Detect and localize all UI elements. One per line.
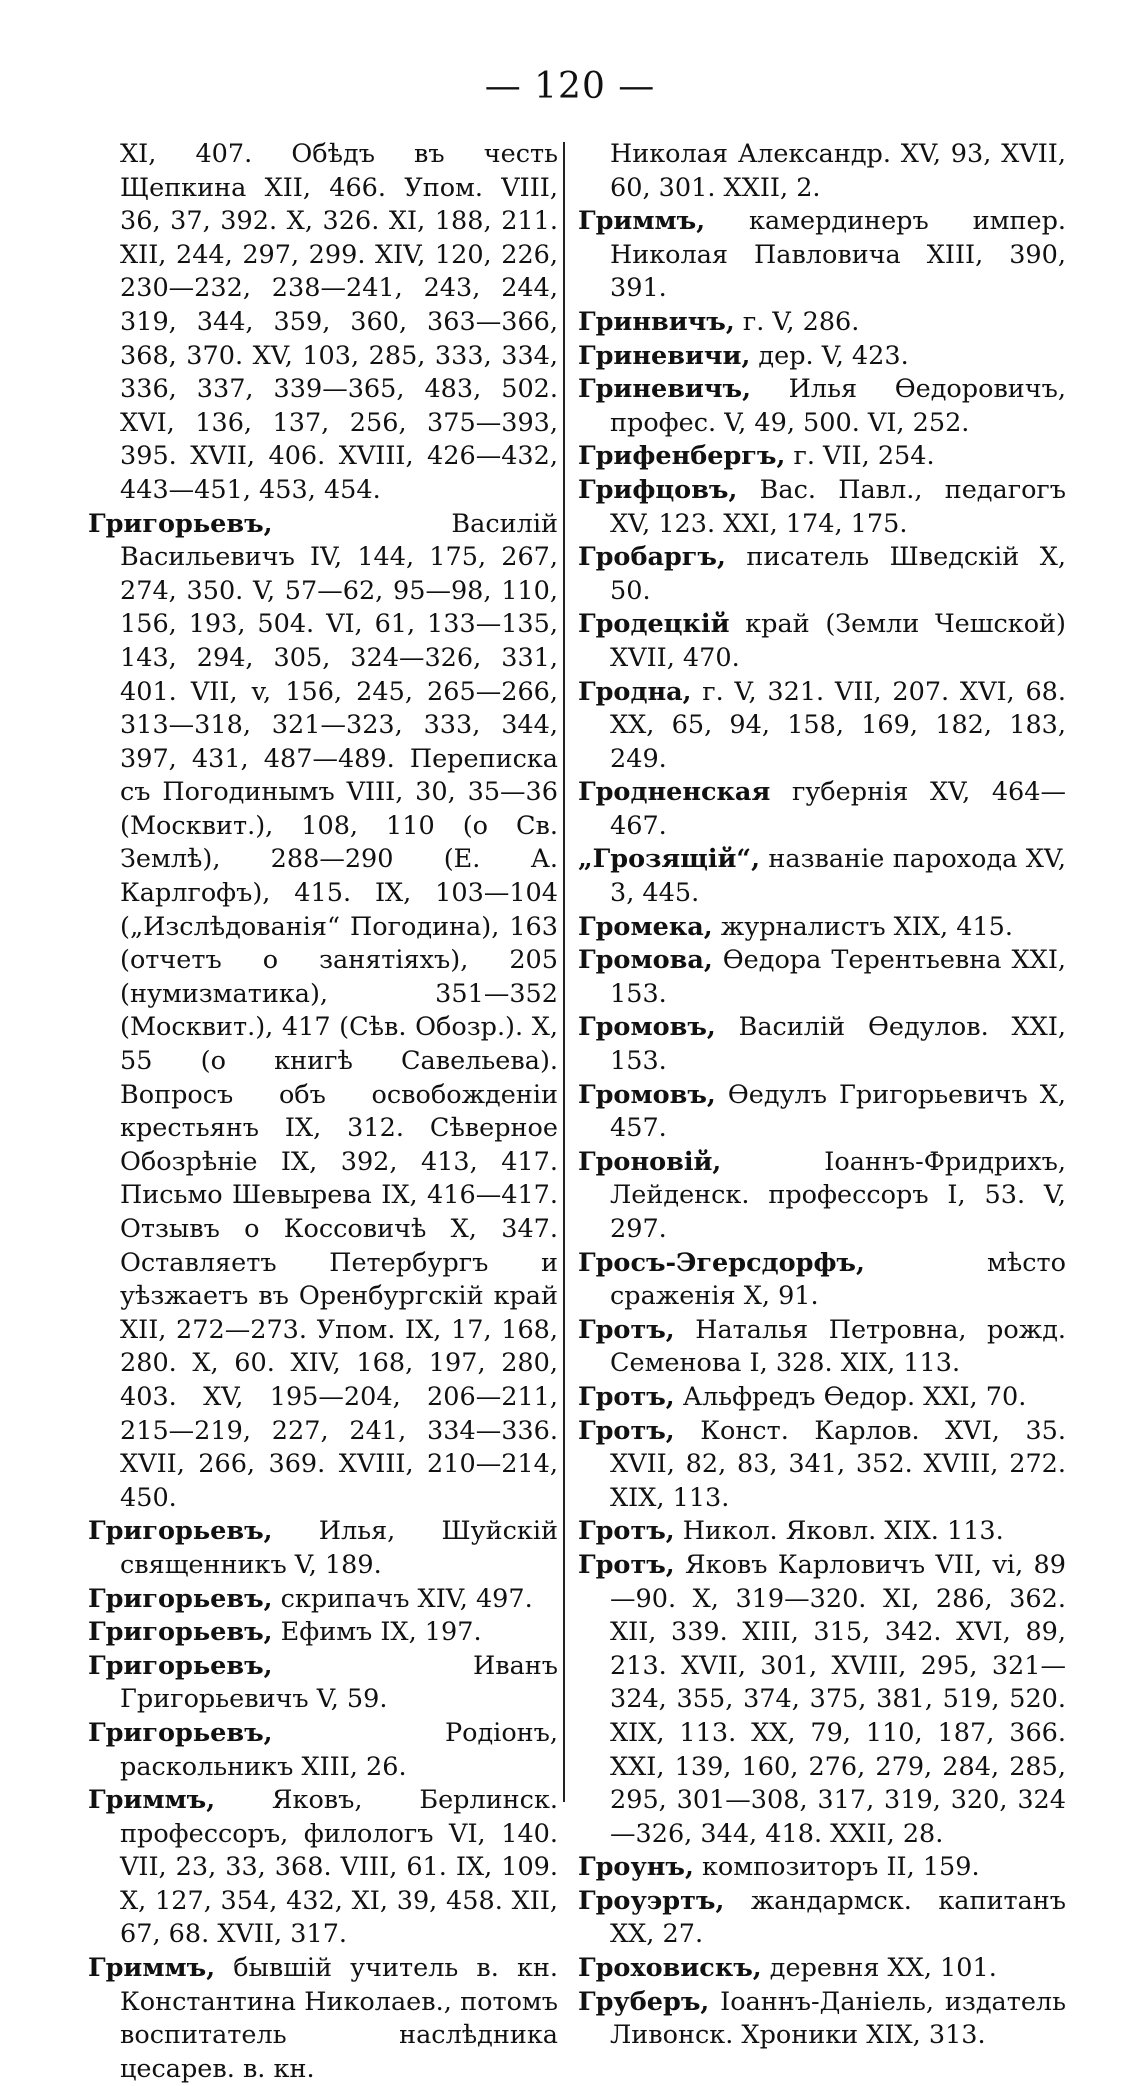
entry-head: Григорьевъ, (88, 1617, 273, 1648)
index-entry (88, 1515, 558, 1582)
entry-text: Илья, Шуйскій священникъ V, 189. (120, 1516, 558, 1580)
entry-head: Гриневичи, (578, 340, 751, 371)
index-entry (88, 138, 558, 508)
index-entry (578, 1011, 1066, 1078)
entry-head: Гроунъ, (578, 1852, 694, 1883)
entry-text: Никол. Яковл. XIX. 113. (674, 1516, 1004, 1547)
index-entry (578, 373, 1066, 440)
index-entry (578, 474, 1066, 541)
entry-text: названіе парохода XV, 3, 445. (610, 844, 1066, 909)
index-entry (578, 1247, 1066, 1314)
column-divider (563, 142, 565, 1802)
page-number: — 120 — (484, 66, 656, 107)
entry-text: Іоаннъ-Фридрихъ, Лейденск. профессоръ I, 53. V, 297. (610, 1146, 1066, 1244)
entry-head: „Грозящій“, (578, 844, 760, 875)
index-entry (88, 1717, 558, 1784)
index-entry (578, 1381, 1066, 1415)
entry-text: Ѳедулъ Григорьевичъ X, 457. (610, 1079, 1066, 1144)
index-entry (578, 138, 1066, 205)
entry-head: Григорьевъ, (88, 1516, 273, 1547)
index-entry (88, 1583, 558, 1617)
entry-text: Родіонъ, раскольникъ XIII, 26. (120, 1717, 558, 1782)
entry-head: Гроуэртъ, (578, 1885, 725, 1916)
entry-head: Гротъ, (578, 1549, 675, 1580)
entry-head: Григорьевъ, (88, 1650, 273, 1681)
entry-text: г. V, 286. (734, 306, 860, 337)
index-entry (578, 306, 1066, 340)
right-column (578, 138, 1066, 2053)
index-entry (88, 1784, 558, 1952)
index-entry (88, 1616, 558, 1650)
entry-text: край (Земли Чешской) XVII, 470. (610, 609, 1066, 673)
entry-head: Гроновій, (578, 1146, 722, 1177)
entry-head: Григорьевъ, (88, 1717, 273, 1748)
entry-text: Илья Ѳедоровичъ, профес. V, 49, 500. VI, 252. (610, 374, 1066, 438)
entry-text: скрипачъ XIV, 497. (272, 1583, 533, 1614)
index-entry (578, 1314, 1066, 1381)
entry-head: Грифенбергъ, (578, 441, 786, 472)
entry-text: Ефимъ IX, 197. (272, 1617, 482, 1648)
index-entry (578, 1146, 1066, 1247)
entry-head: Гротъ, (578, 1415, 675, 1446)
index-entry (578, 1986, 1066, 2053)
entry-text: композиторъ II, 159. (693, 1852, 980, 1883)
entry-head: Гротъ, (578, 1381, 675, 1412)
index-entry (578, 843, 1066, 910)
entry-text: г. VII, 254. (785, 441, 935, 472)
index-entry (578, 608, 1066, 675)
entry-text: мѣсто сраженія X, 91. (610, 1247, 1066, 1312)
index-entry (578, 1079, 1066, 1146)
entry-text: деревня XX, 101. (761, 1953, 997, 1984)
entry-text: г. V, 321. VII, 207. XVI, 68. XX, 65, 94, 158, 169, 182, 183, 249. (610, 676, 1066, 774)
entry-head: Гриммъ, (88, 1953, 216, 1984)
index-entry (88, 1952, 558, 2086)
index-entry (578, 1885, 1066, 1952)
entry-text: журналистъ XIX, 415. (712, 911, 1014, 942)
entry-head: Гродецкій (578, 609, 730, 640)
entry-text: Яковъ, Берлинск. профессоръ, филологъ VI, 140. VII, 23, 33, 368. VIII, 61. IX, 109. X, 127, 354, 432, XI, 39, 458. XII, 67, 68. XVII, 317. (120, 1785, 558, 1950)
index-entry (578, 944, 1066, 1011)
entry-text: камердинеръ импер. Николая Павловича XIII, 390, 391. (610, 206, 1066, 304)
entry-head: Гротъ, (578, 1314, 675, 1345)
entry-head: Гриммъ, (88, 1785, 216, 1816)
entry-text: Конст. Карлов. XVI, 35. XVII, 82, 83, 341, 352. XVIII, 272. XIX, 113. (610, 1415, 1066, 1513)
entry-text: жандармск. капитанъ XX, 27. (610, 1885, 1066, 1950)
entry-head: Григорьевъ, (88, 508, 273, 539)
entry-text: Николая Александр. XV, 93, XVII, 60, 301. XXII, 2. (610, 139, 1066, 203)
entry-text: Ѳедора Терентьевна XXI, 153. (610, 945, 1066, 1009)
entry-text: писатель Шведскій X, 50. (610, 542, 1066, 606)
index-entry (578, 676, 1066, 777)
entry-text: бывшій учитель в. кн. Константина Николаев., потомъ воспитатель наслѣдника цесарев. в. кн. (120, 1953, 558, 2084)
index-entry (578, 1415, 1066, 1516)
index-entry (578, 440, 1066, 474)
entry-head: Грифцовъ, (578, 474, 738, 505)
index-entry (578, 1549, 1066, 1851)
index-entry (578, 1851, 1066, 1885)
entry-text: Наталья Петровна, рожд. Семенова I, 328. XIX, 113. (610, 1314, 1066, 1379)
index-entry (578, 776, 1066, 843)
index-entry (578, 541, 1066, 608)
entry-head: Громека, (578, 911, 713, 942)
entry-text: Вас. Павл., педагогъ XV, 123. XXI, 174, 175. (610, 474, 1066, 539)
entry-head: Груберъ, (578, 1986, 710, 2017)
entry-head: Гринвичъ, (578, 306, 735, 337)
left-column (88, 138, 558, 2086)
entry-text: Іоаннъ-Даніель, издатель Ливонск. Хроники XIX, 313. (610, 1986, 1066, 2051)
index-entry (578, 205, 1066, 306)
index-entry (578, 1515, 1066, 1549)
entry-text: Иванъ Григорьевичъ V, 59. (120, 1650, 558, 1715)
entry-head: Григорьевъ, (88, 1583, 273, 1614)
index-entry (88, 508, 558, 1516)
entry-text: губернія XV, 464—467. (610, 777, 1066, 841)
entry-head: Громовъ, (578, 1012, 716, 1043)
entry-head: Гроховискъ, (578, 1953, 762, 1984)
entry-text: Альфредъ Ѳедор. XXI, 70. (674, 1381, 1027, 1412)
index-entry (88, 1650, 558, 1717)
index-entry (578, 911, 1066, 945)
entry-head: Громова, (578, 945, 713, 976)
index-entry (578, 1952, 1066, 1986)
entry-head: Гродна, (578, 676, 692, 707)
entry-head: Гросъ-Эгерсдорфъ, (578, 1247, 865, 1278)
entry-text: дер. V, 423. (750, 340, 909, 371)
index-entry (578, 340, 1066, 374)
entry-text: Василій Васильевичъ IV, 144, 175, 267, 274, 350. V, 57—62, 95—98, 110, 156, 193, 504. VI, 61, 133—135, 143, 294, 305, 324—326, 331, 401. VII, v, 156, 245, 265—266, 313—318, 321—323, 333, 344, 397, 431, 487—489. Переписка съ Погодинымъ VIII, 30, 35—36 (Москвит.), 108, 110 (о Св. Землѣ), 288—290 (Е. А. Карлгофъ), 415. IX, 103—104 („Изслѣдованія“ Погодина), 163 (отчетъ о занятіяхъ), 205 (нумизматика), 351—352 (Москвит.), 417 (Сѣв. Обозр.). X, 55 (о книгѣ Савельева). Вопросъ объ освобожденіи крестьянъ IX, 312. Сѣверное Обозрѣніе IX, 392, 413, 417. Письмо Шевырева IX, 416—417. Отзывъ о Коссовичѣ X, 347. Оставляетъ Петербургъ и уѣзжаетъ въ Оренбургскій край XII, 272—273. Упом. IX, 17, 168, 280. X, 60. XIV, 168, 197, 280, 403. XV, 195—204, 206—211, 215—219, 227, 241, 334—336. XVII, 266, 369. XVIII, 210—214, 450. (120, 508, 558, 1513)
entry-head: Громовъ, (578, 1079, 716, 1110)
entry-head: Гротъ, (578, 1516, 675, 1547)
entry-text: Василій Ѳедулов. XXI, 153. (610, 1012, 1066, 1077)
entry-head: Гродненская (578, 777, 771, 808)
entry-text: XI, 407. Обѣдъ въ честь Щепкина XII, 466. Упом. VIII, 36, 37, 392. X, 326. XI, 188, 211. XII, 244, 297, 299. XIV, 120, 226, 230—232, 238—241, 243, 244, 319, 344, 359, 360, 363—366, 368, 370. XV, 103, 285, 333, 334, 336, 337, 339—365, 483, 502. XVI, 136, 137, 256, 375—393, 395. XVII, 406. XVIII, 426—432, 443—451, 453, 454. (120, 139, 558, 505)
entry-head: Гриневичъ, (578, 374, 751, 405)
entry-head: Гробаргъ, (578, 542, 726, 573)
entry-head: Гриммъ, (578, 206, 706, 237)
entry-text: Яковъ Карловичъ VII, vi, 89—90. X, 319—320. XI, 286, 362. XII, 339. XIII, 315, 342. XVI, 89, 213. XVII, 301, XVIII, 295, 321—324, 355, 374, 375, 381, 519, 520. XIX, 113. XX, 79, 110, 187, 366. XXI, 139, 160, 276, 279, 284, 285, 295, 301—308, 317, 319, 320, 324—326, 344, 418. XXII, 28. (610, 1549, 1066, 1849)
